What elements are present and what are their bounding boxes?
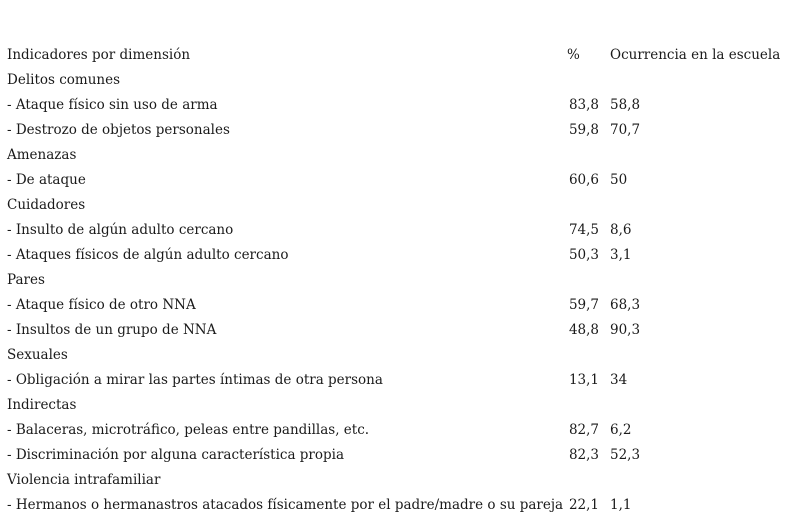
section-label: Indirectas <box>7 397 77 413</box>
percent-value: 83,8 <box>568 97 599 113</box>
indicator-label: - Insulto de algún adulto cercano <box>7 222 234 238</box>
section-label: Cuidadores <box>7 197 86 213</box>
occurrence-value: 90,3 <box>610 322 641 338</box>
table-row <box>7 168 782 193</box>
indicator-label: - Hermanos o hermanastros atacados físicamente por el padre/madre o su pareja <box>7 497 564 513</box>
table-section-row <box>7 468 782 493</box>
table-row <box>7 243 782 268</box>
table-row <box>7 418 782 443</box>
header-indicators: Indicadores por dimensión <box>7 47 191 63</box>
table-section-row <box>7 343 782 368</box>
table-row <box>7 318 782 343</box>
occurrence-value: 52,3 <box>610 447 641 463</box>
table-row <box>7 443 782 468</box>
indicator-label: - Ataque físico de otro NNA <box>7 297 196 313</box>
table-row <box>7 293 782 318</box>
table-section-row <box>7 68 782 93</box>
table-section-row <box>7 268 782 293</box>
indicator-label: - Obligación a mirar las partes íntimas de otra persona <box>7 372 383 388</box>
percent-value: 82,3 <box>568 447 599 463</box>
occurrence-value: 1,1 <box>610 497 632 513</box>
occurrence-value: 34 <box>610 372 628 388</box>
table-body <box>7 68 782 518</box>
occurrence-value: 8,6 <box>610 222 632 238</box>
percent-value: 59,8 <box>568 122 599 138</box>
indicators-table <box>7 43 782 518</box>
table-section-row <box>7 193 782 218</box>
table-row <box>7 93 782 118</box>
table-row <box>7 368 782 393</box>
table-row <box>7 493 782 518</box>
table-header-row <box>7 43 782 68</box>
section-label: Pares <box>7 272 45 288</box>
occurrence-value: 70,7 <box>610 122 641 138</box>
section-label: Sexuales <box>7 347 68 363</box>
occurrence-value: 58,8 <box>610 97 641 113</box>
occurrence-value: 50 <box>610 172 628 188</box>
table-row <box>7 218 782 243</box>
indicator-label: - De ataque <box>7 172 86 188</box>
indicator-label: - Insultos de un grupo de NNA <box>7 322 217 338</box>
indicator-label: - Ataques físicos de algún adulto cercano <box>7 247 289 263</box>
percent-value: 59,7 <box>568 297 599 313</box>
percent-value: 48,8 <box>568 322 599 338</box>
indicator-label: - Destrozo de objetos personales <box>7 122 230 138</box>
header-occurrence: Ocurrencia en la escuela <box>610 47 781 63</box>
indicator-label: - Discriminación por alguna característica propia <box>7 447 345 463</box>
percent-value: 74,5 <box>568 222 599 238</box>
table-row <box>7 118 782 143</box>
header-percent: % <box>567 47 580 63</box>
percent-value: 13,1 <box>568 372 599 388</box>
occurrence-value: 3,1 <box>610 247 632 263</box>
percent-value: 22,1 <box>568 497 599 513</box>
occurrence-value: 6,2 <box>610 422 632 438</box>
occurrence-value: 68,3 <box>610 297 641 313</box>
indicator-label: - Ataque físico sin uso de arma <box>7 97 218 113</box>
section-label: Delitos comunes <box>7 72 121 88</box>
percent-value: 50,3 <box>568 247 599 263</box>
section-label: Amenazas <box>7 147 77 163</box>
table-section-row <box>7 143 782 168</box>
percent-value: 60,6 <box>568 172 599 188</box>
indicator-label: - Balaceras, microtráfico, peleas entre pandillas, etc. <box>7 422 370 438</box>
table-section-row <box>7 393 782 418</box>
percent-value: 82,7 <box>568 422 599 438</box>
section-label: Violencia intrafamiliar <box>7 472 161 488</box>
